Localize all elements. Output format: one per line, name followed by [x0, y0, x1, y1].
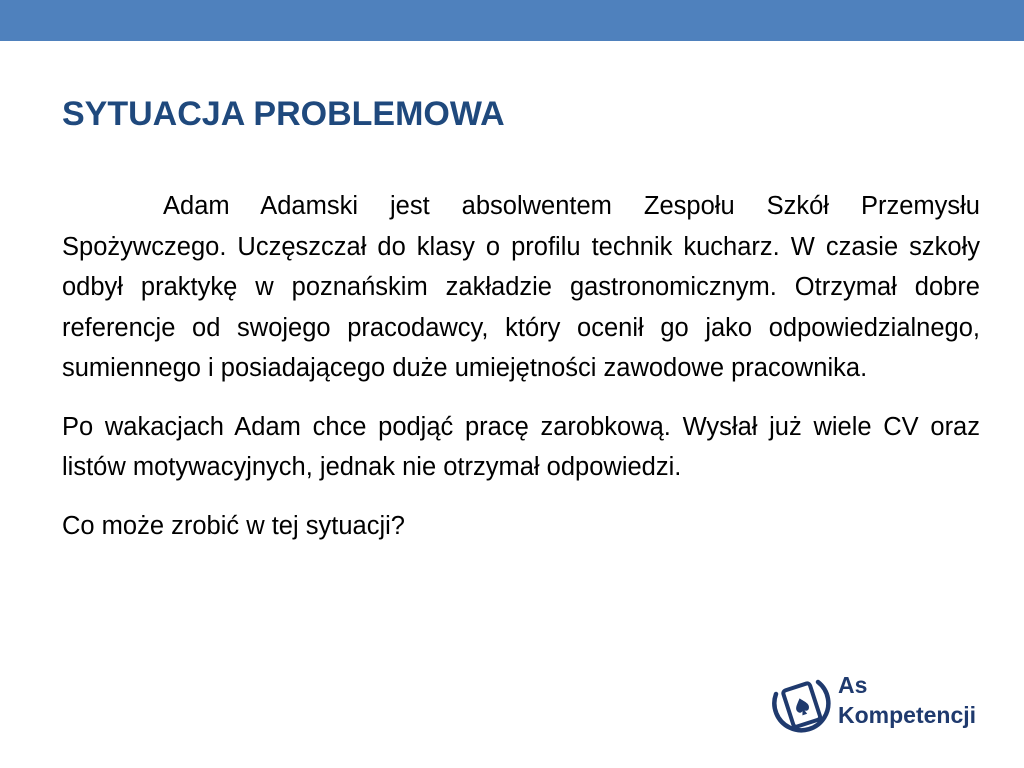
paragraph-2: Po wakacjach Adam chce podjąć pracę zarobkową. Wysłał już wiele CV oraz listów motywacyjnych, jednak nie otrzymał odpowiedzi.	[62, 412, 980, 481]
logo-text	[838, 670, 976, 730]
card-spade-icon	[768, 672, 832, 742]
as-kompetencji-logo	[768, 668, 998, 748]
paragraph-1: Adam Adamski jest absolwentem Zespołu Szkół Przemysłu Spożywczego. Uczęszczał do klasy o profilu technik kucharz. W czasie szkoły odbył praktykę w poznańskim zakładzie gastronomicznym. Otrzymał dobre referencje od swojego pracodawcy, który ocenił go jako odpowiedzialnego, sumiennego i posiadającego duże umiejętności zawodowe pracownika.	[62, 192, 980, 382]
logo-line-2: Kompetencji	[838, 702, 977, 728]
top-bar	[0, 0, 1024, 41]
slide-body	[62, 186, 980, 546]
logo-line-1: As	[838, 672, 868, 698]
paragraph-3: Co może zrobić w tej sytuacji?	[62, 511, 405, 540]
slide-title: SYTUACJA PROBLEMOWA	[62, 95, 505, 133]
